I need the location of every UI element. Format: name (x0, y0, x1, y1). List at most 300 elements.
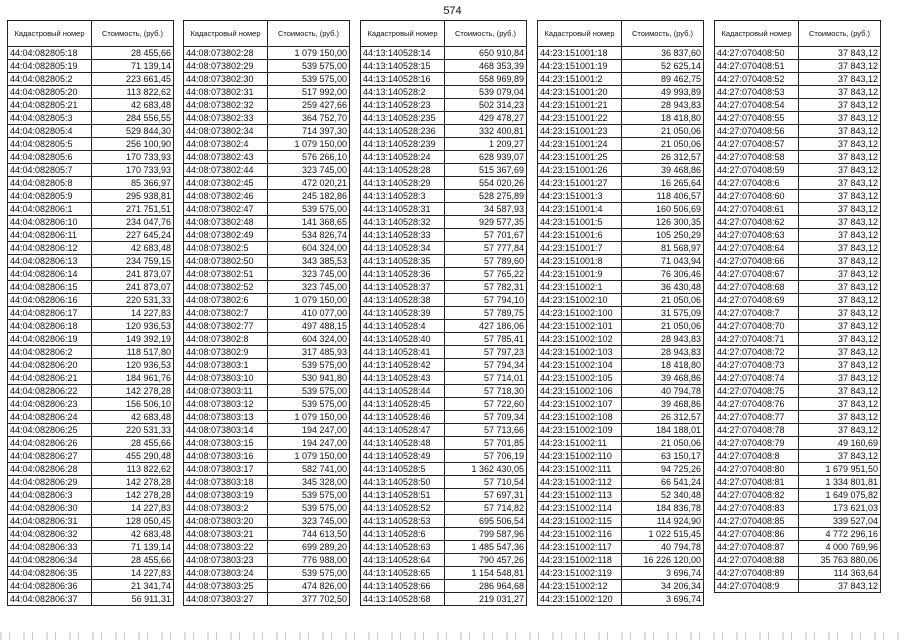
value-cell: 220 531,33 (92, 424, 174, 437)
value-cell: 184 836,78 (622, 502, 704, 515)
value-cell: 474 826,00 (268, 580, 350, 593)
value-cell: 1 649 075,82 (799, 489, 881, 502)
cadastral-number-cell: 44:08:073802:5 (184, 242, 268, 255)
value-cell: 37 843,12 (799, 242, 881, 255)
value-cell: 515 367,69 (445, 164, 527, 177)
cadastral-number-cell: 44:08:073803:11 (184, 385, 268, 398)
table-row (184, 359, 350, 372)
value-cell: 66 541,24 (622, 476, 704, 489)
value-cell: 3 696,74 (622, 593, 704, 606)
table-row (184, 99, 350, 112)
cadastral-number-cell: 44:08:073803:16 (184, 450, 268, 463)
value-cell: 184 961,76 (92, 372, 174, 385)
value-cell: 37 843,12 (799, 60, 881, 73)
value-cell: 339 527,04 (799, 515, 881, 528)
table-row (361, 424, 527, 437)
table-column-1 (7, 20, 174, 606)
cadastral-number-cell: 44:04:082806:22 (8, 385, 92, 398)
table-row (538, 489, 704, 502)
cadastral-number-cell: 44:23:151001:9 (538, 268, 622, 281)
cadastral-number-cell: 44:23:151001:2 (538, 73, 622, 86)
value-cell: 28 943,83 (622, 333, 704, 346)
table-row (184, 593, 350, 606)
table-row (538, 242, 704, 255)
table-row (538, 112, 704, 125)
value-cell: 28 455,66 (92, 47, 174, 60)
cadastral-number-cell: 44:04:082806:15 (8, 281, 92, 294)
table-row (8, 411, 174, 424)
cadastral-number-cell: 44:23:151002:101 (538, 320, 622, 333)
table-row (8, 47, 174, 60)
table-row (184, 229, 350, 242)
value-cell: 184 188,01 (622, 424, 704, 437)
value-cell: 37 843,12 (799, 411, 881, 424)
table-row (715, 242, 881, 255)
cadastral-number-cell: 44:04:082806:28 (8, 463, 92, 476)
value-cell: 582 741,00 (268, 463, 350, 476)
table-row (715, 359, 881, 372)
cadastral-number-cell: 44:23:151001:19 (538, 60, 622, 73)
table-row (184, 112, 350, 125)
cadastral-number-cell: 44:04:082806:20 (8, 359, 92, 372)
value-cell: 539 575,00 (268, 203, 350, 216)
cadastral-number-cell: 44:08:073802:51 (184, 268, 268, 281)
value-cell: 604 324,00 (268, 242, 350, 255)
table-row (361, 255, 527, 268)
cadastral-number-cell: 44:04:082806:2 (8, 346, 92, 359)
cadastral-number-cell: 44:04:082806:3 (8, 489, 92, 502)
cadastral-number-cell: 44:13:140528:15 (361, 60, 445, 73)
table-row (715, 567, 881, 580)
value-cell: 37 843,12 (799, 281, 881, 294)
value-cell: 57 777,84 (445, 242, 527, 255)
table-row (8, 320, 174, 333)
table-row (8, 229, 174, 242)
table-row (715, 528, 881, 541)
table-header-row (715, 21, 881, 47)
value-cell: 256 100,90 (92, 138, 174, 151)
value-cell: 37 843,12 (799, 398, 881, 411)
value-cell: 241 873,07 (92, 268, 174, 281)
cadastral-number-cell: 44:04:082806:32 (8, 528, 92, 541)
table-row (8, 437, 174, 450)
value-cell: 219 031,27 (445, 593, 527, 606)
value-cell: 57 714,01 (445, 372, 527, 385)
table-row (361, 268, 527, 281)
table-row (184, 268, 350, 281)
cadastral-table-5 (714, 20, 881, 593)
value-cell: 1 154 548,81 (445, 567, 527, 580)
cadastral-number-cell: 44:23:151001:8 (538, 255, 622, 268)
cadastral-number-cell: 44:13:140528:40 (361, 333, 445, 346)
value-cell: 194 247,00 (268, 424, 350, 437)
cadastral-number-cell: 44:04:082806:29 (8, 476, 92, 489)
value-cell: 49 993,89 (622, 86, 704, 99)
cadastral-number-cell: 44:04:082805:5 (8, 138, 92, 151)
cadastral-number-cell: 44:08:073803:15 (184, 437, 268, 450)
cadastral-number-cell: 44:27:070408:57 (715, 138, 799, 151)
cadastral-number-cell: 44:27:070408:87 (715, 541, 799, 554)
table-row (8, 268, 174, 281)
table-row (361, 385, 527, 398)
value-cell: 57 701,67 (445, 229, 527, 242)
cadastral-number-cell: 44:13:140528:38 (361, 294, 445, 307)
cadastral-number-cell: 44:13:140528:16 (361, 73, 445, 86)
table-row (538, 567, 704, 580)
value-cell: 1 362 430,05 (445, 463, 527, 476)
cadastral-number-cell: 44:27:070408:69 (715, 294, 799, 307)
cadastral-number-cell: 44:04:082805:2 (8, 73, 92, 86)
cadastral-number-cell: 44:23:151002:115 (538, 515, 622, 528)
table-row (361, 359, 527, 372)
cadastral-number-cell: 44:27:070408:6 (715, 177, 799, 190)
value-cell: 37 843,12 (799, 320, 881, 333)
table-row (361, 502, 527, 515)
cadastral-number-cell: 44:27:070408:53 (715, 86, 799, 99)
cadastral-number-cell: 44:23:151002:12 (538, 580, 622, 593)
table-row (361, 73, 527, 86)
cadastral-number-cell: 44:27:070408:79 (715, 437, 799, 450)
cadastral-number-cell: 44:27:070408:8 (715, 450, 799, 463)
cadastral-number-cell: 44:04:082806:26 (8, 437, 92, 450)
table-row (184, 73, 350, 86)
table-row (8, 99, 174, 112)
table-row (184, 190, 350, 203)
table-row (715, 281, 881, 294)
value-cell: 156 506,10 (92, 398, 174, 411)
value-cell: 35 763 880,06 (799, 554, 881, 567)
cadastral-number-cell: 44:23:151001:27 (538, 177, 622, 190)
table-row (8, 424, 174, 437)
cadastral-number-cell: 44:13:140528:46 (361, 411, 445, 424)
value-cell: 57 709,34 (445, 411, 527, 424)
cadastral-number-cell: 44:23:151002:112 (538, 476, 622, 489)
cadastral-number-cell: 44:13:140528:66 (361, 580, 445, 593)
value-cell: 126 300,35 (622, 216, 704, 229)
table-row (8, 216, 174, 229)
cadastral-number-cell: 44:13:140528:65 (361, 567, 445, 580)
value-cell: 37 843,12 (799, 177, 881, 190)
header-value: Стоимость, (руб.) (445, 21, 527, 47)
table-row (538, 281, 704, 294)
table-row (184, 528, 350, 541)
cadastral-number-cell: 44:04:082805:4 (8, 125, 92, 138)
table-row (538, 502, 704, 515)
table-column-2 (183, 20, 350, 606)
cadastral-number-cell: 44:08:073802:6 (184, 294, 268, 307)
value-cell: 1 334 801,81 (799, 476, 881, 489)
cadastral-number-cell: 44:04:082806:19 (8, 333, 92, 346)
value-cell: 57 794,34 (445, 359, 527, 372)
table-row (8, 73, 174, 86)
value-cell: 429 478,27 (445, 112, 527, 125)
cadastral-number-cell: 44:04:082806:13 (8, 255, 92, 268)
table-row (8, 242, 174, 255)
table-row (8, 281, 174, 294)
value-cell: 14 227,83 (92, 502, 174, 515)
value-cell: 34 587,93 (445, 203, 527, 216)
cadastral-number-cell: 44:08:073802:46 (184, 190, 268, 203)
value-cell: 160 506,69 (622, 203, 704, 216)
table-row (715, 372, 881, 385)
value-cell: 42 683,48 (92, 99, 174, 112)
table-row (361, 151, 527, 164)
cadastral-number-cell: 44:27:070408:51 (715, 60, 799, 73)
cadastral-number-cell: 44:04:082806:11 (8, 229, 92, 242)
cadastral-number-cell: 44:08:073803:10 (184, 372, 268, 385)
value-cell: 558 969,89 (445, 73, 527, 86)
value-cell: 113 822,62 (92, 86, 174, 99)
table-row (184, 502, 350, 515)
value-cell: 699 289,20 (268, 541, 350, 554)
table-row (184, 541, 350, 554)
cadastral-number-cell: 44:23:151002:116 (538, 528, 622, 541)
cadastral-number-cell: 44:27:070408:88 (715, 554, 799, 567)
cadastral-number-cell: 44:08:073802:7 (184, 307, 268, 320)
cadastral-number-cell: 44:23:151002:102 (538, 333, 622, 346)
value-cell: 1 022 515,45 (622, 528, 704, 541)
cadastral-number-cell: 44:08:073802:52 (184, 281, 268, 294)
cadastral-table-3 (360, 20, 527, 606)
table-row (361, 320, 527, 333)
value-cell: 81 568,97 (622, 242, 704, 255)
cadastral-number-cell: 44:27:070408:7 (715, 307, 799, 320)
value-cell: 343 385,53 (268, 255, 350, 268)
cadastral-number-cell: 44:13:140528:50 (361, 476, 445, 489)
table-row (538, 372, 704, 385)
table-row (715, 125, 881, 138)
value-cell: 173 621,03 (799, 502, 881, 515)
table-row (8, 333, 174, 346)
value-cell: 529 844,30 (92, 125, 174, 138)
table-row (715, 450, 881, 463)
value-cell: 37 843,12 (799, 372, 881, 385)
table-row (538, 138, 704, 151)
value-cell: 259 427,66 (268, 99, 350, 112)
cadastral-number-cell: 44:23:151002:11 (538, 437, 622, 450)
cadastral-number-cell: 44:04:082806:33 (8, 541, 92, 554)
value-cell: 502 314,23 (445, 99, 527, 112)
value-cell: 530 941,80 (268, 372, 350, 385)
cadastral-number-cell: 44:04:082805:20 (8, 86, 92, 99)
value-cell: 539 575,00 (268, 359, 350, 372)
cadastral-number-cell: 44:04:082806:12 (8, 242, 92, 255)
value-cell: 576 266,10 (268, 151, 350, 164)
table-row (538, 86, 704, 99)
table-row (715, 307, 881, 320)
table-row (361, 242, 527, 255)
value-cell: 28 455,66 (92, 554, 174, 567)
cadastral-number-cell: 44:23:151002:10 (538, 294, 622, 307)
table-row (538, 73, 704, 86)
value-cell: 57 722,60 (445, 398, 527, 411)
cadastral-number-cell: 44:27:070408:86 (715, 528, 799, 541)
table-row (184, 476, 350, 489)
cadastral-number-cell: 44:27:070408:80 (715, 463, 799, 476)
table-row (361, 190, 527, 203)
table-row (715, 346, 881, 359)
table-row (538, 593, 704, 606)
table-row (8, 554, 174, 567)
value-cell: 220 531,33 (92, 294, 174, 307)
cadastral-number-cell: 44:27:070408:89 (715, 567, 799, 580)
table-row (715, 112, 881, 125)
value-cell: 57 697,31 (445, 489, 527, 502)
cadastral-number-cell: 44:23:151001:26 (538, 164, 622, 177)
cadastral-number-cell: 44:13:140528:29 (361, 177, 445, 190)
table-row (184, 424, 350, 437)
cadastral-number-cell: 44:08:073803:21 (184, 528, 268, 541)
value-cell: 539 079,04 (445, 86, 527, 99)
value-cell: 37 843,12 (799, 203, 881, 216)
value-cell: 21 050,06 (622, 138, 704, 151)
table-header-row (538, 21, 704, 47)
value-cell: 14 227,83 (92, 567, 174, 580)
value-cell: 539 575,00 (268, 502, 350, 515)
table-row (361, 528, 527, 541)
value-cell: 323 745,00 (268, 281, 350, 294)
value-cell: 114 363,64 (799, 567, 881, 580)
cadastral-number-cell: 44:04:082805:6 (8, 151, 92, 164)
header-value: Стоимость, (руб.) (92, 21, 174, 47)
cadastral-number-cell: 44:04:082805:3 (8, 112, 92, 125)
table-row (184, 216, 350, 229)
value-cell: 26 312,57 (622, 411, 704, 424)
value-cell: 650 910,84 (445, 47, 527, 60)
value-cell: 37 843,12 (799, 255, 881, 268)
value-cell: 37 843,12 (799, 385, 881, 398)
table-row (361, 177, 527, 190)
cadastral-number-cell: 44:04:082805:19 (8, 60, 92, 73)
cadastral-number-cell: 44:27:070408:75 (715, 385, 799, 398)
value-cell: 57 782,31 (445, 281, 527, 294)
table-row (184, 242, 350, 255)
cadastral-table-4 (537, 20, 704, 606)
cadastral-number-cell: 44:08:073803:24 (184, 567, 268, 580)
cadastral-number-cell: 44:13:140528:53 (361, 515, 445, 528)
table-header-row (184, 21, 350, 47)
cadastral-number-cell: 44:23:151002:100 (538, 307, 622, 320)
cadastral-number-cell: 44:04:082806:25 (8, 424, 92, 437)
value-cell: 37 843,12 (799, 112, 881, 125)
table-row (184, 554, 350, 567)
cadastral-number-cell: 44:27:070408:64 (715, 242, 799, 255)
table-row (715, 554, 881, 567)
value-cell: 37 843,12 (799, 359, 881, 372)
cadastral-number-cell: 44:23:151002:1 (538, 281, 622, 294)
table-row (184, 346, 350, 359)
cadastral-number-cell: 44:13:140528:2 (361, 86, 445, 99)
cadastral-number-cell: 44:08:073803:19 (184, 489, 268, 502)
value-cell: 89 462,75 (622, 73, 704, 86)
cadastral-number-cell: 44:23:151002:113 (538, 489, 622, 502)
cadastral-number-cell: 44:08:073803:12 (184, 398, 268, 411)
cadastral-number-cell: 44:23:151002:105 (538, 372, 622, 385)
cadastral-number-cell: 44:27:070408:68 (715, 281, 799, 294)
header-cadastral-number: Кадастровый номер (184, 21, 268, 47)
table-row (184, 320, 350, 333)
cadastral-number-cell: 44:27:070408:61 (715, 203, 799, 216)
cadastral-number-cell: 44:04:082805:18 (8, 47, 92, 60)
table-row (8, 151, 174, 164)
value-cell: 28 455,66 (92, 437, 174, 450)
cadastral-number-cell: 44:13:140528:32 (361, 216, 445, 229)
table-row (538, 307, 704, 320)
cadastral-number-cell: 44:04:082806:23 (8, 398, 92, 411)
cadastral-number-cell: 44:04:082805:7 (8, 164, 92, 177)
value-cell: 539 575,00 (268, 385, 350, 398)
cadastral-number-cell: 44:13:140528:43 (361, 372, 445, 385)
table-row (8, 112, 174, 125)
table-row (715, 99, 881, 112)
value-cell: 76 306,46 (622, 268, 704, 281)
cadastral-number-cell: 44:27:070408:78 (715, 424, 799, 437)
table-row (361, 99, 527, 112)
table-row (715, 489, 881, 502)
value-cell: 37 843,12 (799, 333, 881, 346)
value-cell: 149 392,19 (92, 333, 174, 346)
table-row (538, 294, 704, 307)
table-row (184, 515, 350, 528)
cadastral-number-cell: 44:08:073803:23 (184, 554, 268, 567)
value-cell: 56 911,31 (92, 593, 174, 606)
table-row (538, 580, 704, 593)
table-row (8, 346, 174, 359)
cadastral-number-cell: 44:27:070408:76 (715, 398, 799, 411)
value-cell: 37 843,12 (799, 294, 881, 307)
cadastral-number-cell: 44:08:073802:28 (184, 47, 268, 60)
cadastral-number-cell: 44:08:073802:30 (184, 73, 268, 86)
value-cell: 57 701,85 (445, 437, 527, 450)
table-row (8, 463, 174, 476)
table-row (8, 567, 174, 580)
cadastral-number-cell: 44:27:070408:54 (715, 99, 799, 112)
value-cell: 57 718,30 (445, 385, 527, 398)
value-cell: 377 702,50 (268, 593, 350, 606)
value-cell: 37 843,12 (799, 580, 881, 593)
header-value: Стоимость, (руб.) (268, 21, 350, 47)
cadastral-number-cell: 44:04:082806:1 (8, 203, 92, 216)
value-cell: 37 843,12 (799, 190, 881, 203)
table-row (184, 86, 350, 99)
table-row (361, 281, 527, 294)
cadastral-number-cell: 44:13:140528:31 (361, 203, 445, 216)
value-cell: 49 160,69 (799, 437, 881, 450)
cadastral-number-cell: 44:23:151002:107 (538, 398, 622, 411)
table-row (361, 489, 527, 502)
cadastral-number-cell: 44:08:073802:44 (184, 164, 268, 177)
cadastral-number-cell: 44:04:082806:17 (8, 307, 92, 320)
table-row (538, 411, 704, 424)
header-cadastral-number: Кадастровый номер (8, 21, 92, 47)
value-cell: 1 079 150,00 (268, 138, 350, 151)
value-cell: 114 924,90 (622, 515, 704, 528)
cadastral-number-cell: 44:08:073803:17 (184, 463, 268, 476)
cadastral-number-cell: 44:27:070408:72 (715, 346, 799, 359)
table-row (361, 450, 527, 463)
value-cell: 695 506,54 (445, 515, 527, 528)
value-cell: 28 943,83 (622, 346, 704, 359)
cadastral-number-cell: 44:13:140528:236 (361, 125, 445, 138)
value-cell: 271 751,51 (92, 203, 174, 216)
table-row (361, 346, 527, 359)
value-cell: 1 485 547,36 (445, 541, 527, 554)
table-row (715, 320, 881, 333)
table-row (715, 60, 881, 73)
cadastral-number-cell: 44:13:140528:23 (361, 99, 445, 112)
value-cell: 71 043,94 (622, 255, 704, 268)
table-row (361, 515, 527, 528)
